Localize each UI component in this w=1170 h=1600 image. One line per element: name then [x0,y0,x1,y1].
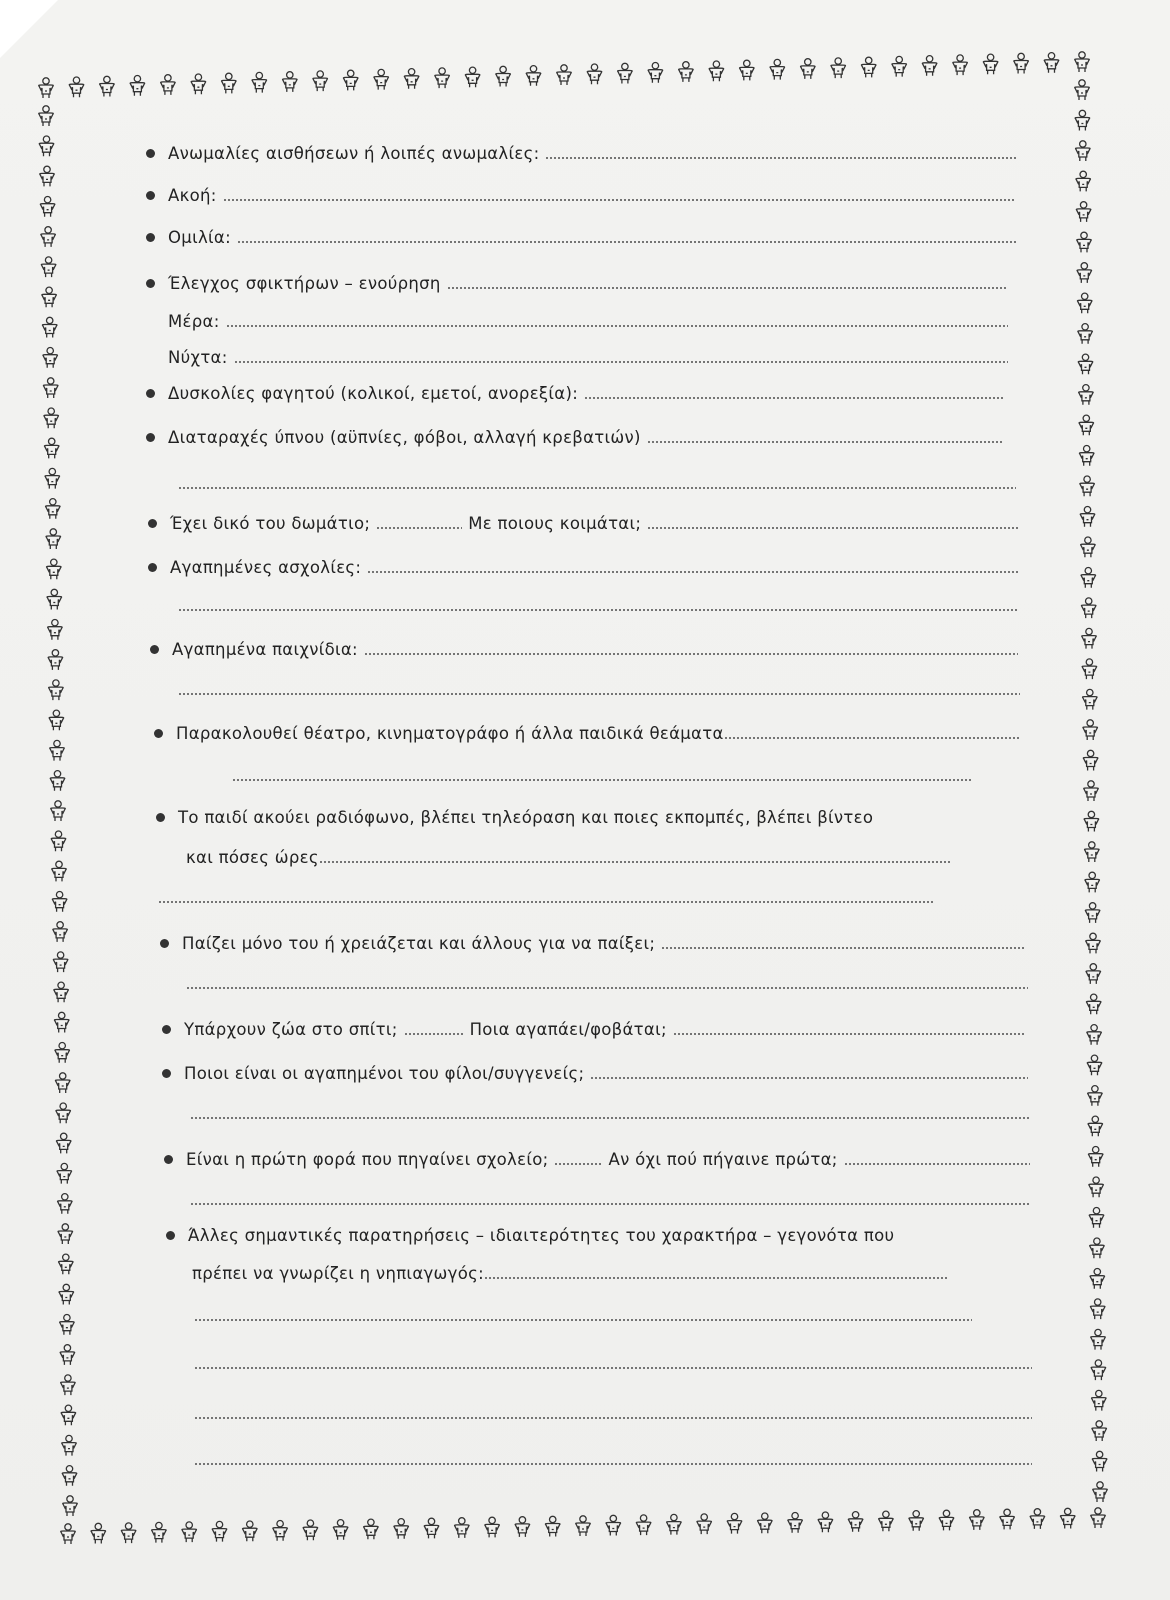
fill-line[interactable] [234,361,1008,363]
field-remarks-line-4[interactable] [194,1346,1032,1376]
bullet-icon [146,149,155,158]
field-label: πρέπει να γνωρίζει η νηπιαγωγός: [192,1264,484,1283]
bullet-icon [146,191,155,200]
fill-line[interactable] [194,1319,972,1321]
field-media[interactable] [186,840,950,870]
fill-line[interactable] [194,1417,1032,1419]
bullet-icon [146,389,155,398]
fill-line[interactable] [158,901,934,903]
fill-line[interactable] [545,157,1016,159]
field-label: Υπάρχουν ζώα στο σπίτι; [184,1020,398,1039]
field-label: Άλλες σημαντικές παρατηρήσεις – ιδιαιτερότητες του χαρακτήρα – γεγονότα που [188,1226,895,1245]
fill-line[interactable] [647,441,1004,443]
field-remarks[interactable] [192,1256,948,1286]
fill-line[interactable] [447,287,1008,289]
bullet-icon [160,939,169,948]
field-remarks-line-5[interactable] [194,1396,1032,1426]
field-sense-anomalies[interactable] [146,136,1016,166]
fill-line[interactable] [661,947,1026,949]
field-label: Είναι η πρώτη φορά που πηγαίνει σχολείο; [186,1150,549,1169]
bullet-icon [162,1025,171,1034]
fill-line[interactable] [364,653,1018,655]
bullet-icon [150,645,159,654]
fill-line[interactable] [223,199,1016,201]
field-label: Παρακολουθεί θέατρο, κινηματογράφο ή άλλα παιδικά θεάματα [176,724,724,743]
field-toys[interactable] [150,632,1018,662]
field-theater-line-2[interactable] [232,758,972,788]
fill-line[interactable] [237,241,1016,243]
field-toys-line-2[interactable] [178,672,1020,702]
field-plays-alone[interactable] [160,926,1026,956]
fill-line[interactable] [584,397,1004,399]
field-label: Ποιοι είναι οι αγαπημένοι του φίλοι/συγγενείς; [184,1064,585,1083]
bullet-icon [146,279,155,288]
field-label: Ομιλία: [168,228,231,247]
field-hearing[interactable] [146,178,1016,208]
field-remarks-line-6[interactable] [194,1442,1032,1472]
field-media-line-3[interactable] [158,880,934,910]
field-own-room[interactable] [148,506,1018,536]
field-plays-alone-line-2[interactable] [186,966,1028,996]
fill-line[interactable] [190,1117,1030,1119]
field-label: Το παιδί ακούει ραδιόφωνο, βλέπει τηλεόραση και ποιες εκπομπές, βλέπει βίντεο [178,808,874,827]
fill-line[interactable] [590,1077,1028,1079]
field-first-school-line-2[interactable] [190,1182,1030,1212]
fill-line[interactable] [724,737,1020,739]
fill-line[interactable] [319,861,950,863]
field-label: Αγαπημένα παιχνίδια: [172,640,358,659]
bullet-icon [164,1155,173,1164]
bullet-icon [148,519,157,528]
field-eating[interactable] [146,376,1004,406]
bullet-icon [166,1231,175,1240]
fill-line[interactable] [178,487,1016,489]
field-label: Ανωμαλίες αισθήσεων ή λοιπές ανωμαλίες: [168,144,540,163]
fill-line[interactable] [178,693,1020,695]
field-hobbies-line-2[interactable] [178,588,1018,618]
field-label: Αν όχι πού πήγαινε πρώτα; [608,1150,838,1169]
field-label: Μέρα: [168,312,220,331]
bullet-icon [148,563,157,572]
bullet-icon [146,433,155,442]
bullet-icon [146,233,155,242]
field-sphincter[interactable] [146,266,1008,296]
fill-line[interactable] [194,1463,1032,1465]
field-sleep[interactable] [146,420,1004,450]
field-remarks-line-1 [166,1218,1030,1248]
field-first-school[interactable] [164,1142,1030,1172]
bullet-icon [156,813,165,822]
field-friends[interactable] [162,1056,1028,1086]
field-label: Παίζει μόνο του ή χρειάζεται και άλλους για να παίξει; [182,934,656,953]
fill-line[interactable] [226,325,1008,327]
field-speech[interactable] [146,220,1016,250]
field-label: Ποια αγαπάει/φοβάται; [469,1020,667,1039]
fill-line[interactable] [404,1033,464,1035]
fill-line[interactable] [367,571,1018,573]
bullet-icon [154,729,163,738]
field-label: Διαταραχές ύπνου (αϋπνίες, φόβοι, αλλαγή κρεβατιών) [168,428,641,447]
field-sleep-line-2[interactable] [178,466,1016,496]
field-day[interactable] [168,304,1008,334]
field-theater[interactable] [154,716,1020,746]
field-label: Νύχτα: [168,348,228,367]
fill-line[interactable] [178,609,1018,611]
field-label: Έλεγχος σφικτήρων – ενούρηση [168,274,441,293]
field-label: Με ποιους κοιμάται; [468,514,642,533]
fill-line[interactable] [376,527,462,529]
fill-line[interactable] [190,1203,1030,1205]
field-label: Αγαπημένες ασχολίες: [170,558,362,577]
field-label: Ακοή: [168,186,217,205]
fill-line[interactable] [554,1163,602,1165]
fill-line[interactable] [647,527,1018,529]
fill-line[interactable] [844,1163,1030,1165]
field-friends-line-2[interactable] [190,1096,1030,1126]
field-label: και πόσες ώρες [186,848,319,867]
field-animals[interactable] [162,1012,1026,1042]
field-label: Έχει δικό του δωμάτιο; [170,514,371,533]
fill-line[interactable] [194,1367,1032,1369]
fill-line[interactable] [232,779,972,781]
fill-line[interactable] [186,987,1028,989]
field-label: Δυσκολίες φαγητού (κολικοί, εμετοί, ανορεξία): [168,384,579,403]
fill-line[interactable] [673,1033,1026,1035]
field-remarks-line-3[interactable] [194,1298,972,1328]
fill-line[interactable] [484,1277,948,1279]
field-hobbies[interactable] [148,550,1018,580]
field-media-line-1 [156,800,1026,830]
bullet-icon [162,1069,171,1078]
field-night[interactable] [168,340,1008,370]
